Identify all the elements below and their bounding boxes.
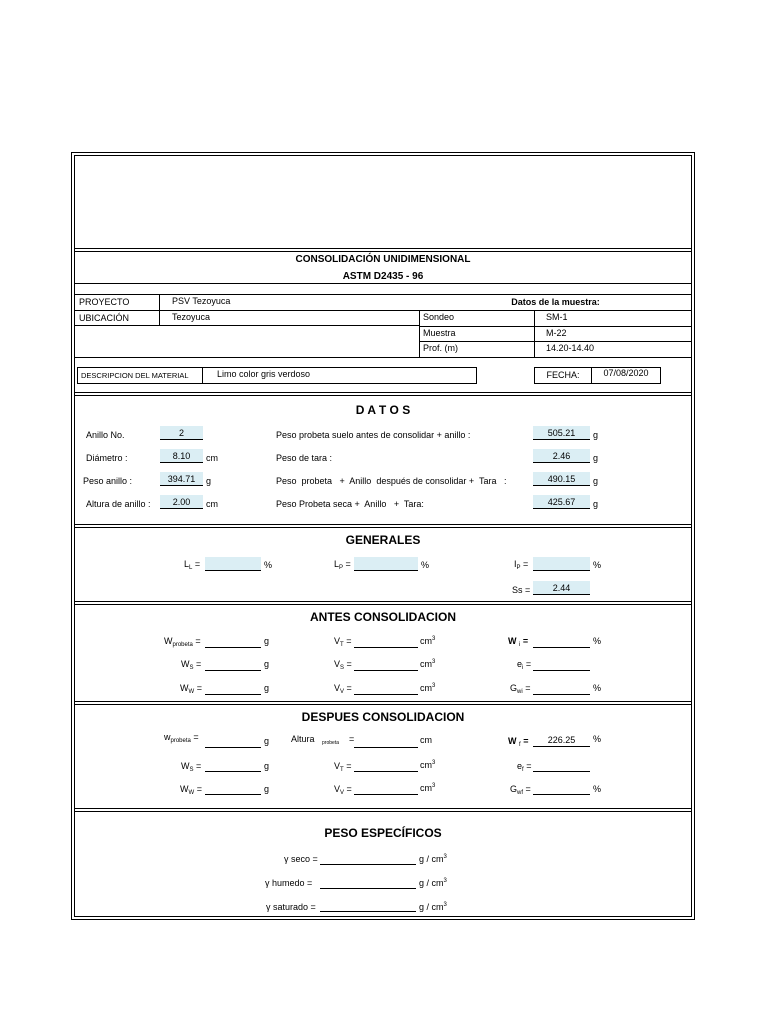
antes-ei-field[interactable]: [533, 670, 590, 671]
unit-cm: cm: [420, 735, 432, 745]
despues-w-probeta-field[interactable]: [205, 747, 261, 748]
unit-g: g: [264, 784, 270, 794]
ss-value: 2.44: [533, 581, 590, 595]
antes-w-probeta-label: $W_{probeta}$ =: [164, 636, 201, 648]
antes-ww-label: $W_W$ =: [180, 683, 202, 695]
anillo-no-label: Anillo No.: [86, 430, 125, 440]
altura-label: Altura de anillo :: [86, 499, 151, 509]
ss-label: Ss =: [512, 585, 531, 595]
despues-ws-field[interactable]: [205, 771, 261, 772]
pesos-title: PESO ESPECÍFICOS: [324, 826, 442, 840]
despues-ef-label: $e_f$ =: [517, 761, 532, 773]
antes-vt-field[interactable]: [354, 647, 418, 648]
generales-title: GENERALES: [345, 533, 421, 547]
unit-g: g: [593, 476, 599, 486]
ip-unit: %: [593, 560, 602, 570]
muestra-value: M-22: [546, 328, 567, 338]
antes-wi-label: W $_i$ =: [508, 636, 529, 648]
peso-despues-value: 490.15: [533, 472, 590, 486]
peso-probeta-antes-label: Peso probeta suelo antes de consolidar + anillo :: [276, 430, 471, 440]
diametro-label: Diámetro :: [86, 453, 128, 463]
peso-anillo-value: 394.71: [160, 472, 203, 486]
proyecto-value: PSV Tezoyuca: [172, 296, 231, 306]
sondeo-label: Sondeo: [423, 312, 455, 322]
ubicacion-value: Tezoyuca: [172, 312, 211, 322]
gamma-seco-unit: g / $cm^3$: [419, 854, 447, 864]
despues-ef-field[interactable]: [533, 771, 590, 772]
peso-tara-label: Peso de tara :: [276, 453, 333, 463]
despues-vt-label: $V_T$ =: [334, 761, 352, 773]
descripcion-value: Limo color gris verdoso: [217, 369, 311, 379]
antes-gwi-label: $G_{wi}$ =: [510, 683, 531, 695]
despues-ww-field[interactable]: [205, 794, 261, 795]
antes-ww-field[interactable]: [205, 694, 261, 695]
muestra-label: Muestra: [423, 328, 456, 338]
despues-wf-label: W $_f$ =: [508, 736, 529, 748]
gamma-humedo-field[interactable]: [320, 888, 416, 889]
unit-g: g: [264, 636, 270, 646]
peso-anillo-label: Peso anillo :: [83, 476, 133, 486]
antes-vt-label: $V_T$ =: [334, 636, 352, 648]
diametro-unit: cm: [206, 453, 218, 463]
lp-field[interactable]: [354, 557, 418, 571]
unit-g: g: [264, 761, 270, 771]
peso-seca-value: 425.67: [533, 495, 590, 509]
peso-tara-value: 2.46: [533, 449, 590, 463]
logo-area-divider: [74, 248, 692, 249]
antes-ei-label: $e_i$ =: [517, 659, 532, 671]
gamma-saturado-label: γ saturado =: [266, 902, 316, 912]
unit-g: g: [264, 683, 270, 693]
despues-gwf-field[interactable]: [533, 794, 590, 795]
despues-altura-field[interactable]: [354, 747, 418, 748]
standard-code: ASTM D2435 - 96: [342, 271, 424, 282]
sondeo-value: SM-1: [546, 312, 568, 322]
antes-vv-unit: $cm^3$: [420, 683, 436, 693]
datos-title: D A T O S: [355, 403, 411, 417]
descripcion-label: DESCRIPCION DEL MATERIAL: [81, 371, 189, 380]
lp-label: $L_P$ =: [334, 559, 351, 571]
ll-label: $L_L$ =: [184, 559, 201, 571]
despues-gwf-label: $G_{wf}$ =: [510, 784, 531, 796]
diametro-value: 8.10: [160, 449, 203, 463]
antes-ws-label: $W_S$ =: [181, 659, 202, 671]
despues-vv-field[interactable]: [354, 794, 418, 795]
antes-w-probeta-field[interactable]: [205, 647, 261, 648]
unit-g: g: [593, 499, 599, 509]
ll-field[interactable]: [205, 557, 261, 571]
despues-vv-unit: $cm^3$: [420, 783, 436, 793]
unit-pct: %: [593, 683, 602, 693]
despues-vt-field[interactable]: [354, 771, 418, 772]
fecha-value: 07/08/2020: [603, 368, 649, 378]
peso-probeta-antes-value: 505.21: [533, 426, 590, 440]
despues-title: DESPUES CONSOLIDACION: [301, 710, 465, 724]
antes-vv-field[interactable]: [354, 694, 418, 695]
antes-vv-label: $V_V$ =: [334, 683, 352, 695]
ip-label: $I_P$ =: [514, 559, 529, 571]
fecha-label: FECHA:: [546, 370, 580, 380]
antes-gwi-field[interactable]: [533, 694, 590, 695]
proyecto-label: PROYECTO: [79, 297, 130, 307]
prof-label: Prof. (m): [423, 343, 458, 353]
antes-wi-field[interactable]: [533, 647, 590, 648]
gamma-saturado-field[interactable]: [320, 911, 416, 912]
ip-field[interactable]: [533, 557, 590, 571]
anillo-no-value: 2: [160, 426, 203, 440]
antes-vt-unit: $cm^3$: [420, 636, 436, 646]
muestra-header: Datos de la muestra:: [511, 297, 600, 307]
altura-value: 2.00: [160, 495, 203, 509]
despues-ww-label: $W_W$ =: [180, 784, 202, 796]
despues-vt-unit: $cm^3$: [420, 760, 436, 770]
gamma-seco-field[interactable]: [320, 864, 416, 865]
unit-pct: %: [593, 636, 602, 646]
gamma-seco-label: γ seco =: [284, 854, 318, 864]
unit-g: g: [593, 453, 599, 463]
antes-vs-label: $V_S$ =: [334, 659, 352, 671]
despues-wf-value: 226.25: [533, 733, 590, 747]
antes-vs-field[interactable]: [354, 670, 418, 671]
peso-seca-label: Peso Probeta seca + Anillo + Tara:: [276, 499, 424, 509]
peso-despues-label: Peso probeta + Anillo después de consolidar + Tara :: [276, 476, 507, 486]
unit-g: g: [264, 659, 270, 669]
antes-vs-unit: $cm^3$: [420, 659, 436, 669]
despues-ws-label: $W_S$ =: [181, 761, 202, 773]
ll-unit: %: [264, 560, 273, 570]
antes-ws-field[interactable]: [205, 670, 261, 671]
gamma-humedo-label: γ humedo =: [265, 878, 313, 888]
despues-vv-label: $V_V$ =: [334, 784, 352, 796]
peso-anillo-unit: g: [206, 476, 212, 486]
gamma-saturado-unit: g / $cm^3$: [419, 902, 447, 912]
despues-altura-label: Altura $_{probeta}$ =: [291, 734, 355, 746]
unit-pct: %: [593, 734, 602, 744]
lp-unit: %: [421, 560, 430, 570]
unit-g: g: [264, 736, 270, 746]
ubicacion-label: UBICACIÓN: [79, 313, 130, 323]
page-title: CONSOLIDACIÓN UNIDIMENSIONAL: [295, 254, 471, 265]
prof-value: 14.20-14.40: [546, 343, 595, 353]
unit-pct: %: [593, 784, 602, 794]
gamma-humedo-unit: g / $cm^3$: [419, 878, 447, 888]
unit-g: g: [593, 430, 599, 440]
despues-w-probeta-label: $w_{probeta}$ =: [164, 732, 199, 744]
altura-unit: cm: [206, 499, 218, 509]
antes-title: ANTES CONSOLIDACION: [309, 610, 456, 624]
